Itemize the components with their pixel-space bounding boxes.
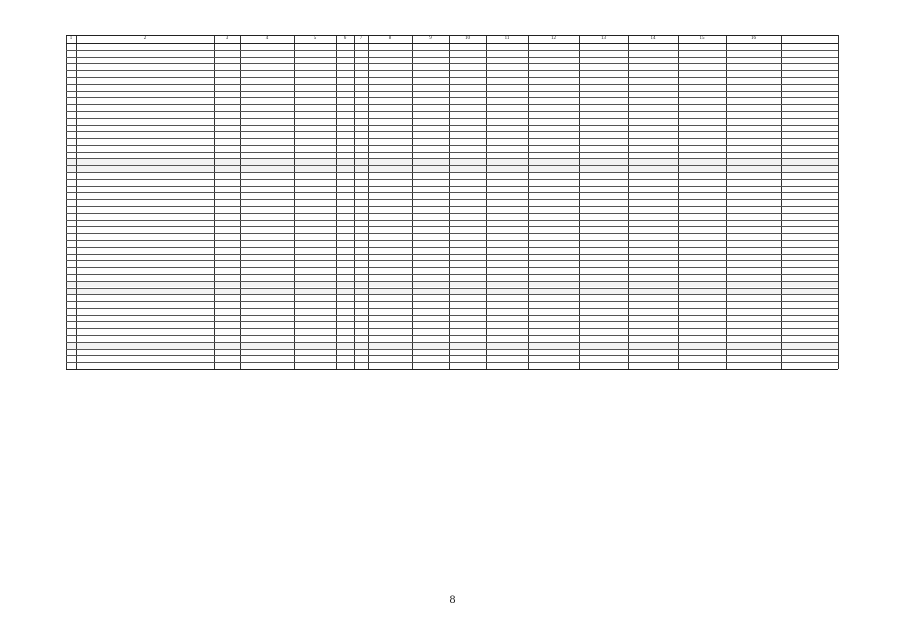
table-grid bbox=[66, 35, 838, 369]
row-rule bbox=[66, 315, 838, 316]
column-rule bbox=[449, 35, 450, 369]
column-rule bbox=[412, 35, 413, 369]
column-number-cell: 8 bbox=[388, 36, 392, 41]
row-rule bbox=[66, 240, 838, 241]
row-rule bbox=[66, 172, 838, 173]
section-row bbox=[66, 288, 838, 295]
row-rule bbox=[66, 63, 838, 64]
column-number-cell: 12 bbox=[551, 36, 556, 41]
row-rule bbox=[66, 152, 838, 153]
row-rule bbox=[66, 179, 838, 180]
column-rule bbox=[781, 35, 782, 369]
column-rule bbox=[336, 35, 337, 369]
column-number-cell: 10 bbox=[465, 36, 470, 41]
row-rule bbox=[66, 104, 838, 105]
column-rule bbox=[486, 35, 487, 369]
data-table bbox=[66, 35, 838, 369]
row-rule bbox=[66, 294, 838, 295]
column-rule bbox=[354, 35, 355, 369]
row-rule bbox=[66, 369, 838, 370]
row-rule bbox=[66, 91, 838, 92]
row-rule bbox=[66, 213, 838, 214]
column-number-cell: 6 bbox=[343, 36, 347, 41]
row-rule bbox=[66, 192, 838, 193]
row-rule bbox=[66, 84, 838, 85]
row-rule bbox=[66, 335, 838, 336]
column-rule bbox=[240, 35, 241, 369]
row-rule bbox=[66, 70, 838, 71]
column-number-cell: 2 bbox=[143, 36, 147, 41]
row-rule bbox=[66, 308, 838, 309]
row-rule bbox=[66, 233, 838, 234]
row-rule bbox=[66, 131, 838, 132]
column-rule bbox=[76, 35, 77, 369]
row-rule bbox=[66, 158, 838, 159]
row-rule bbox=[66, 186, 838, 187]
row-rule bbox=[66, 57, 838, 58]
column-number-cell: 4 bbox=[265, 36, 269, 41]
row-rule bbox=[66, 254, 838, 255]
row-rule bbox=[66, 260, 838, 261]
row-rule bbox=[66, 50, 838, 51]
row-rule bbox=[66, 267, 838, 268]
row-rule bbox=[66, 206, 838, 207]
column-rule bbox=[838, 35, 839, 369]
row-rule bbox=[66, 43, 838, 44]
column-number-cell: 15 bbox=[699, 36, 705, 41]
row-rule bbox=[66, 220, 838, 221]
column-rule bbox=[66, 35, 67, 369]
row-rule bbox=[66, 362, 838, 363]
column-number-cell: 13 bbox=[601, 36, 606, 41]
column-rule bbox=[528, 35, 529, 369]
column-number-cell: 16 bbox=[751, 36, 756, 41]
row-rule bbox=[66, 77, 838, 78]
row-rule bbox=[66, 97, 838, 98]
column-rule bbox=[214, 35, 215, 369]
row-rule bbox=[66, 328, 838, 329]
row-rule bbox=[66, 247, 838, 248]
column-rule bbox=[678, 35, 679, 369]
row-rule bbox=[66, 321, 838, 322]
row-rule bbox=[66, 125, 838, 126]
column-number-cell: 9 bbox=[429, 36, 432, 41]
row-rule bbox=[66, 226, 838, 227]
column-number-cell: 1 bbox=[69, 36, 73, 41]
section-row bbox=[66, 158, 838, 165]
row-rule bbox=[66, 274, 838, 275]
column-rule bbox=[294, 35, 295, 369]
column-rule bbox=[726, 35, 727, 369]
row-rule bbox=[66, 281, 838, 282]
column-rule bbox=[368, 35, 369, 369]
row-rule bbox=[66, 355, 838, 356]
row-rule bbox=[66, 349, 838, 350]
row-rule bbox=[66, 165, 838, 166]
row-rule bbox=[66, 118, 838, 119]
column-number-cell: 7 bbox=[359, 36, 363, 41]
row-rule bbox=[66, 199, 838, 200]
row-rule bbox=[66, 145, 838, 146]
page-number: 8 bbox=[449, 592, 456, 606]
section-row bbox=[66, 342, 838, 349]
column-rule bbox=[628, 35, 629, 369]
column-number-cell: 5 bbox=[313, 36, 317, 41]
column-number-cell: 11 bbox=[504, 36, 510, 41]
row-rule bbox=[66, 342, 838, 343]
row-rule bbox=[66, 111, 838, 112]
column-number-cell: 3 bbox=[225, 36, 229, 41]
section-row bbox=[66, 165, 838, 172]
section-row bbox=[66, 281, 838, 288]
row-rule bbox=[66, 301, 838, 302]
row-rule bbox=[66, 138, 838, 139]
row-rule bbox=[66, 288, 838, 289]
column-number-cell: 14 bbox=[650, 36, 656, 41]
column-rule bbox=[579, 35, 580, 369]
